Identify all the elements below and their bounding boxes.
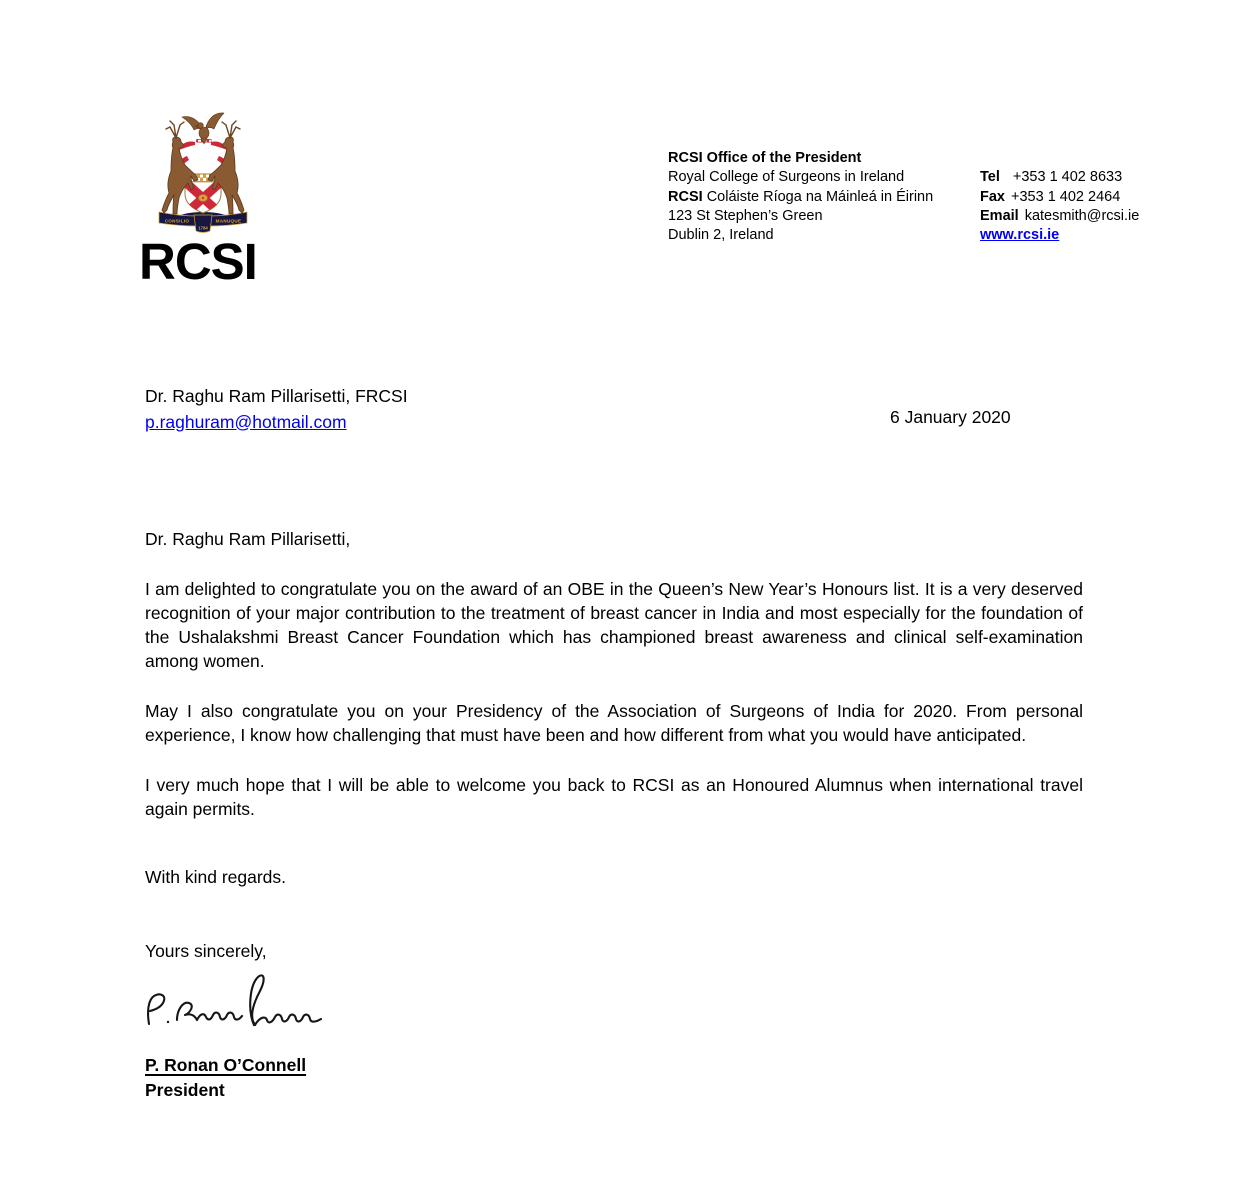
paragraph-1: I am delighted to congratulate you on the award of an OBE in the Queen’s New Year’s Honours list. It is a very deserved recognition of your major contribution to the treatment of breast cancer in India and most especially for the foundation of the Ushalakshmi Breast Cancer Foundation which has championed breast awareness and clinical self-examination among women.	[145, 579, 1083, 671]
email-value: katesmith@rcsi.ie	[1024, 207, 1140, 224]
website-link[interactable]: www.rcsi.ie	[980, 227, 1060, 244]
fax-line	[980, 188, 1139, 207]
website-line	[980, 226, 1139, 245]
org-name-en: Royal College of Surgeons in Ireland	[668, 169, 905, 186]
handwritten-signature	[141, 968, 336, 1043]
email-label: Email	[980, 207, 1019, 224]
tel-label: Tel	[980, 169, 1000, 186]
eagle-icon	[182, 113, 224, 144]
motto-left-text: CONSILIO	[164, 218, 190, 224]
letterhead-contact-block	[668, 149, 1139, 245]
fax-value: +353 1 402 2464	[1011, 188, 1121, 205]
rcsi-wordmark: RCSI	[139, 233, 257, 290]
address-line-1: 123 St Stephen’s Green	[668, 207, 823, 224]
paragraph-3: I very much hope that I will be able to welcome you back to RCSI as an Honoured Alumnus when international travel again permits.	[145, 775, 1083, 819]
motto-banner	[159, 212, 247, 233]
signatory-block	[145, 1053, 306, 1103]
recipient-email-link[interactable]: p.raghuram@hotmail.com	[145, 411, 347, 432]
motto-right-text: MANUQUE	[215, 218, 242, 224]
regards-line: With kind regards.	[145, 867, 287, 887]
letter-body	[145, 527, 1083, 963]
paragraph-2: May I also congratulate you on your Presidency of the Association of Surgeons of India for 2020. From personal experience, I know how challenging that must have been and how different from what you would have anticipated.	[145, 701, 1083, 745]
motto-year-text: 1784	[198, 225, 208, 231]
tel-value: +353 1 402 8633	[1012, 169, 1123, 186]
address-line-2: Dublin 2, Ireland	[668, 227, 774, 244]
signatory-title: President	[145, 1080, 225, 1100]
office-title: RCSI Office of the President	[668, 150, 862, 166]
recipient-name: Dr. Raghu Ram Pillarisetti, FRCSI	[145, 386, 408, 406]
closing-line: Yours sincerely,	[145, 941, 267, 961]
fax-label: Fax	[980, 188, 1005, 205]
salutation: Dr. Raghu Ram Pillarisetti,	[145, 529, 351, 549]
letter-date: 6 January 2020	[890, 407, 1011, 427]
signatory-name: P. Ronan O’Connell	[145, 1055, 307, 1075]
tel-line	[980, 168, 1139, 187]
recipient-block	[145, 384, 408, 435]
org-name-ie: RCSI Coláiste Ríoga na Máinleá in Éirinn	[668, 188, 934, 205]
org-ie-prefix: RCSI	[668, 188, 703, 205]
mantling-ribbon	[178, 141, 228, 168]
rcsi-crest-logo	[157, 112, 253, 234]
email-line	[980, 207, 1139, 226]
